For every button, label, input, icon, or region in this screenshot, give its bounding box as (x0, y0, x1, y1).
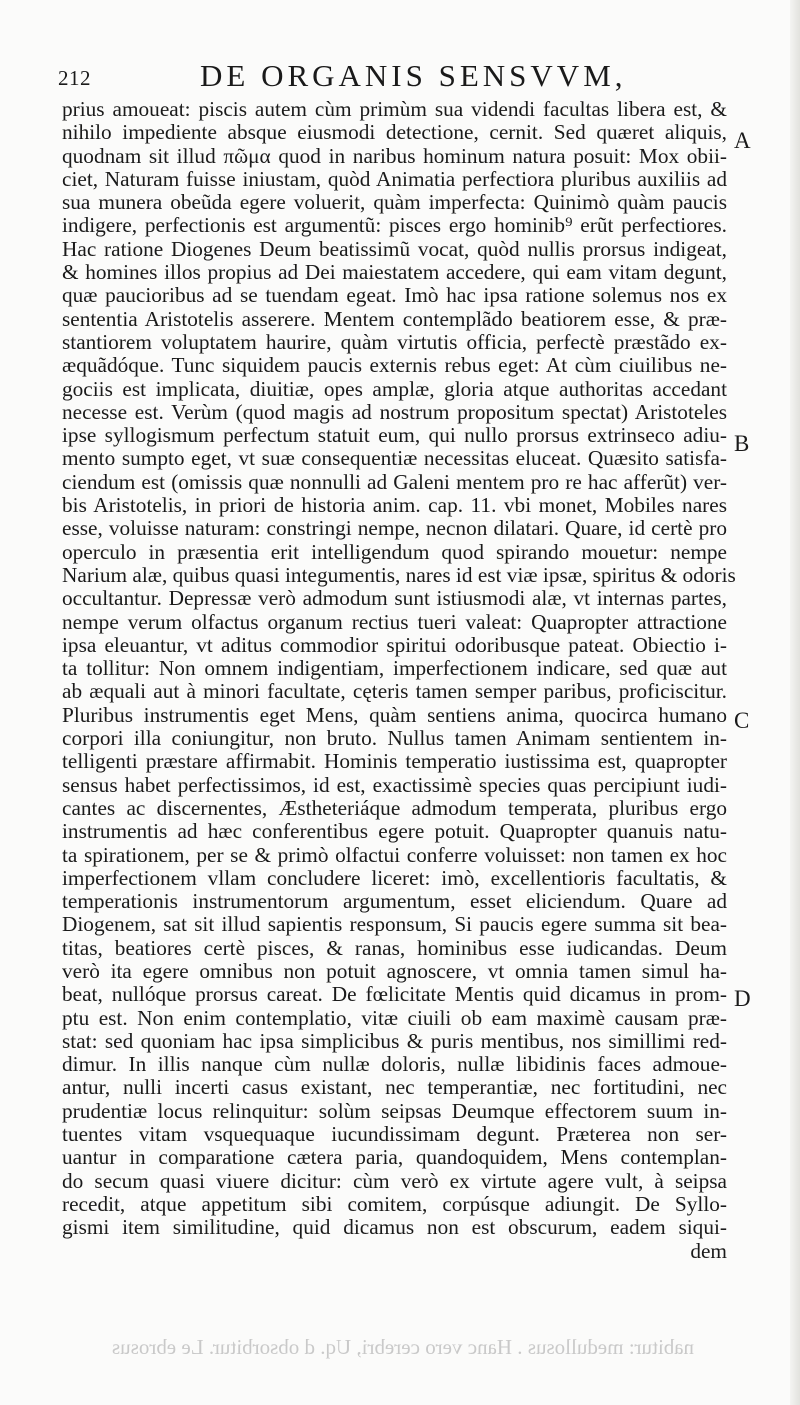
text-line: stat: sed quoniam hac ipsa simplicibus & puris mentibus, nos simillimi red- (62, 1028, 727, 1053)
text-line: ipse syllogismum perfectum statuit eum, qui nullo prorsus extrinseco adiu- (62, 423, 727, 448)
text-line: ciendum est (omissis quæ nonnulli ad Galeni mentem pro re hac afferũt) ver- (62, 469, 727, 494)
text-line: do secum quasi viuere dicitur: cùm verò ex virtute agere vult, à seipsa (62, 1168, 727, 1193)
text-line: necesse est. Verùm (quod magis ad nostrum propositum spectat) Aristoteles (62, 399, 727, 424)
text-line: bis Aristotelis, in priori de historia anim. cap. 11. vbi monet, Mobiles nares (62, 493, 727, 518)
text-line: sua munera obeũda egere voluerit, quàm imperfecta: Quinimò quàm paucis (62, 190, 727, 215)
text-line: quodnam sit illud πῶμα quod in naribus hominum natura posuit: Mox obii- (62, 143, 727, 168)
text-line: titas, beatiores certè pisces, & ranas, hominibus esse iudicandas. Deum (62, 935, 727, 960)
text-line: quæ paucioribus ad se tuendam egeat. Imò hac ipsa ratione solemus nos ex (62, 283, 727, 308)
text-line: ciet, Naturam fuisse iniustam, quòd Animatia perfectiora pluribus auxiliis ad (62, 166, 727, 191)
text-line: ta tollitur: Non omnem indigentiam, imperfectionem indicare, sed quæ aut (62, 656, 727, 681)
text-line: operculo in præsentia erit intelligendum quod spirando mouetur: nempe (62, 539, 727, 564)
bleed-through-line: nabitur: medullosus . Hanc vero cerebri, Uq. d obsorbitur. Le ebrosus (112, 1335, 695, 1359)
text-line: mento sumpto eget, vt suæ consequentiæ necessitas eluceat. Quæsito satisfa- (62, 446, 727, 471)
body-text-block (62, 97, 736, 1263)
page-gutter-shadow (790, 0, 800, 1405)
text-line: nempe verum olfactus organum rectius tueri valeat: Quapropter attractione (62, 609, 727, 634)
text-line: prudentiæ locus relinquitur: solùm seipsas Deumque effectorem suum in- (62, 1098, 727, 1123)
text-line: ptu est. Non enim contemplatio, vitæ ciuili ob eam maximè causam præ- (62, 1005, 727, 1030)
page-number: 212 (58, 66, 91, 90)
text-line: recedit, atque appetitum sibi comitem, corpúsque adiungit. De Syllo- (62, 1191, 727, 1216)
bleed-through-text (0, 1325, 800, 1405)
text-line: sensus habet perfectissimos, id est, exactissimè species quas percipiunt iudi- (62, 772, 727, 797)
text-line: verò ita egere omnibus non potuit agnoscere, vt omnia tamen simul ha- (62, 958, 727, 983)
text-line: beat, nullóque prorsus careat. De fœlicitate Mentis quid dicamus in prom- (62, 982, 727, 1007)
text-line: corpori illa coniungitur, non bruto. Nullus tamen Animam sentientem in- (62, 726, 727, 751)
text-line: esse, voluisse naturam: constringi nempe, necnon dilatari. Quare, id certè pro (62, 516, 727, 541)
margin-letter-c: C (734, 708, 750, 733)
text-line: Narium alæ, quibus quasi integumentis, nares id est viæ ipsæ, spiritus & odoris (62, 562, 736, 587)
text-line: dimur. In illis nanque cùm nullæ doloris, nullæ libidinis faces admoue- (62, 1052, 727, 1077)
text-line: instrumentis ad hæc conferentibus egere potuit. Quapropter quanuis natu- (62, 819, 727, 844)
text-line: sententia Aristotelis asserere. Mentem contemplãdo beatiorem esse, & præ- (62, 306, 727, 331)
text-line: cantes ac discernentes, Æstheteriáque admodum temperata, pluribus ergo (62, 795, 727, 820)
margin-letter-d: D (734, 986, 751, 1011)
margin-letter-a: A (734, 128, 751, 153)
text-line: uantur in comparatione cætera paria, quandoquidem, Mens contemplan- (62, 1145, 727, 1170)
text-line: ab æquali aut à minori facultate, cęteris tamen semper paribus, proficiscitur. (62, 679, 727, 704)
text-line: gismi item similitudine, quid dicamus non est obscurum, eadem siqui- (62, 1215, 727, 1240)
text-line: telligenti præstare affirmabit. Hominis temperatio iustissima est, quapropter (62, 749, 727, 774)
text-line: Pluribus instrumentis eget Mens, quàm sentiens anima, quocirca humano (62, 702, 727, 727)
text-line: temperationis instrumentorum argumentum, esset eliciendum. Quare ad (62, 889, 727, 914)
text-line: & homines illos propius ad Dei maiestatem accedere, qui eam vitam degunt, (62, 260, 727, 285)
text-line: indigere, perfectionis est argumentũ: pisces ergo hominib⁹ erũt perfectiores. (62, 213, 727, 238)
text-line: imperfectionem vllam concludere liceret: imò, excellentioris facultatis, & (62, 865, 727, 890)
text-line: gociis est implicata, diuitiæ, opes amplæ, gloria atque authoritas accedant (62, 376, 727, 401)
text-line: tuentes vitam vsquequaque iucundissimam degunt. Præterea non ser- (62, 1122, 727, 1147)
text-line: prius amoueat: piscis autem cùm primùm sua videndi facultas libera est, & (62, 97, 727, 121)
text-line: Diogenem, sat sit illud sapientis responsum, Si paucis egere summa sit bea- (62, 912, 727, 937)
text-line: occultantur. Depressæ verò admodum sunt istiusmodi alæ, vt internas partes, (62, 586, 727, 611)
running-title: DE ORGANIS SENSVVM, (200, 58, 627, 93)
text-line: Hac ratione Diogenes Deum beatissimũ vocat, quòd nullis prorsus indigeat, (62, 236, 727, 261)
text-line: nihilo impediente absque eiusmodi detectione, cernit. Sed quæret aliquis, (62, 120, 727, 145)
margin-letter-b: B (734, 431, 750, 456)
text-line: æquãdóque. Tunc siquidem paucis externis rebus eget: At cùm ciuilibus ne- (62, 353, 727, 378)
text-line: ta spirationem, per se & primò olfactui conferre voluisset: non tamen ex hoc (62, 842, 727, 867)
text-line: stantiorem voluptatem haurire, quàm virtutis officia, perfectè præstãdo ex- (62, 329, 727, 354)
text-line: antur, nulli incerti casus existant, nec temperantiæ, nec fortitudini, nec (62, 1075, 727, 1100)
text-line: ipsa eleuantur, vt aditus commodior spiritui odoribusque pateat. Obiectio i- (62, 632, 727, 657)
text-line: dem (690, 1238, 727, 1263)
